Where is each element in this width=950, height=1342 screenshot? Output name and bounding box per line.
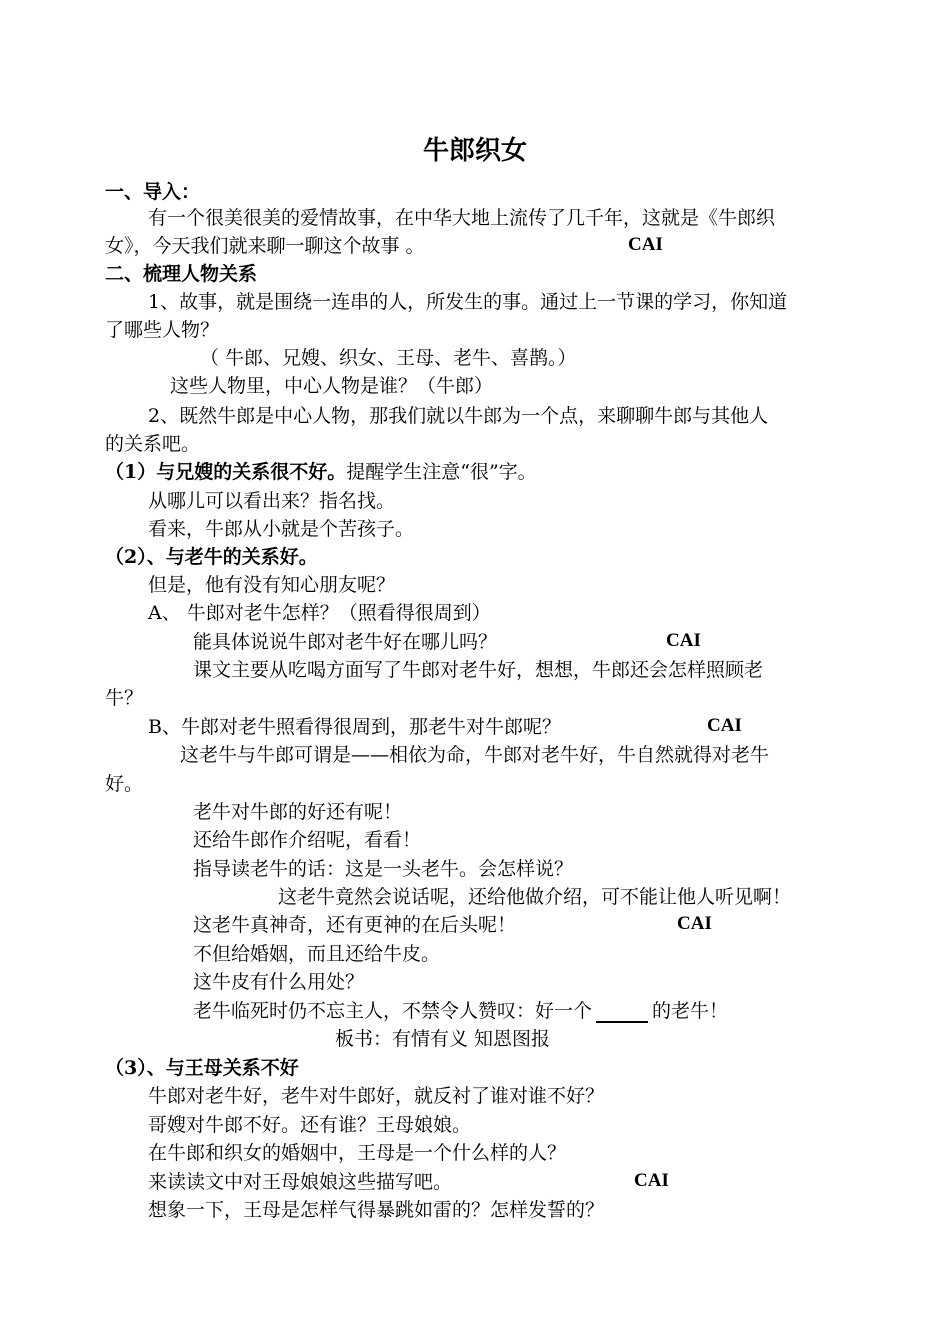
cai-marker: CAI — [707, 715, 742, 736]
section-heading-intro: 一、导入： — [105, 181, 201, 203]
subheading-brother-sister-in-law — [105, 460, 537, 484]
paragraph-line: 了哪些人物？ — [105, 319, 220, 341]
paragraph-line: 牛郎对老牛好，老牛对牛郎好，就反衬了谁对谁不好？ — [148, 1085, 605, 1107]
paragraph-line: 能具体说说牛郎对老牛好在哪儿吗？ — [193, 631, 498, 653]
paragraph-line: 来读读文中对王母娘娘这些描写吧。 — [148, 1171, 453, 1193]
paragraph-line: B、牛郎对老牛照看得很周到，那老牛对牛郎呢？ — [148, 716, 561, 738]
subheading-old-ox: （2）、与老牛的关系好。 — [105, 546, 318, 568]
paragraph-line: 老牛对牛郎的好还有呢！ — [193, 801, 403, 823]
paragraph-line: 牛？ — [105, 687, 144, 709]
blank-suffix: 的老牛！ — [652, 1000, 729, 1022]
paragraph-line: 从哪儿可以看出来？指名找。 — [148, 490, 396, 512]
paragraph-line: 还给牛郎作介绍呢，看看！ — [193, 829, 422, 851]
paragraph-line: 有一个很美很美的爱情故事，在中华大地上流传了几千年，这就是《牛郎织 — [148, 207, 776, 229]
subheading-bold: （1）与兄嫂的关系很不好。 — [105, 461, 347, 483]
paragraph-line: 这些人物里，中心人物是谁？（牛郎） — [170, 375, 494, 397]
paragraph-line: 课文主要从吃喝方面写了牛郎对老牛好，想想，牛郎还会怎样照顾老 — [193, 659, 764, 681]
paragraph-line: （ 牛郎、兄嫂、织女、王母、老牛、喜鹊。） — [200, 347, 577, 369]
cai-marker: CAI — [628, 234, 663, 255]
paragraph-line: 指导读老牛的话：这是一头老牛。会怎样说？ — [193, 858, 574, 880]
paragraph-line: 不但给婚姻，而且还给牛皮。 — [193, 943, 441, 965]
page-title: 牛郎织女 — [422, 136, 527, 166]
paragraph-line: 这老牛真神奇，还有更神的在后头呢！ — [193, 914, 517, 936]
answer-blank — [596, 1003, 648, 1023]
subheading-note: 提醒学生注意“很”字。 — [346, 461, 537, 483]
paragraph-line: 这老牛与牛郎可谓是——相依为命，牛郎对老牛好，牛自然就得对老牛 — [180, 744, 770, 766]
cai-marker: CAI — [677, 913, 712, 934]
paragraph-line: 但是，他有没有知心朋友呢？ — [148, 574, 396, 596]
fill-in-blank-line — [193, 999, 728, 1023]
cai-marker: CAI — [666, 630, 701, 651]
paragraph-line: 1、故事，就是围绕一连串的人，所发生的事。通过上一节课的学习，你知道 — [148, 291, 788, 313]
paragraph-line: 这牛皮有什么用处？ — [193, 971, 365, 993]
section-heading-relations: 二、梳理人物关系 — [105, 263, 258, 285]
paragraph-line: 看来，牛郎从小就是个苦孩子。 — [148, 518, 415, 540]
paragraph-line: A、 牛郎对老牛怎样？（照看得很周到） — [148, 602, 491, 624]
blackboard-note: 板书：有情有义 知恩图报 — [335, 1028, 551, 1050]
paragraph-line: 哥嫂对牛郎不好。还有谁？王母娘娘。 — [148, 1114, 472, 1136]
paragraph-line: 女》，今天我们就来聊一聊这个故事 。 — [105, 235, 425, 257]
paragraph-line: 好。 — [105, 773, 144, 795]
paragraph-line: 2、既然牛郎是中心人物，那我们就以牛郎为一个点，来聊聊牛郎与其他人 — [148, 405, 769, 427]
subheading-queen-mother: （3）、与王母关系不好 — [105, 1057, 299, 1079]
paragraph-line: 想象一下，王母是怎样气得暴跳如雷的？怎样发誓的？ — [148, 1199, 605, 1221]
paragraph-line: 这老牛竟然会说话呢，还给他做介绍，可不能让他人听见啊！ — [278, 886, 792, 908]
blank-prefix: 老牛临死时仍不忘主人，不禁令人赞叹：好一个 — [193, 1000, 593, 1022]
paragraph-line: 在牛郎和织女的婚姻中，王母是一个什么样的人？ — [148, 1142, 567, 1164]
paragraph-line: 的关系吧。 — [105, 433, 201, 455]
cai-marker: CAI — [634, 1170, 669, 1191]
